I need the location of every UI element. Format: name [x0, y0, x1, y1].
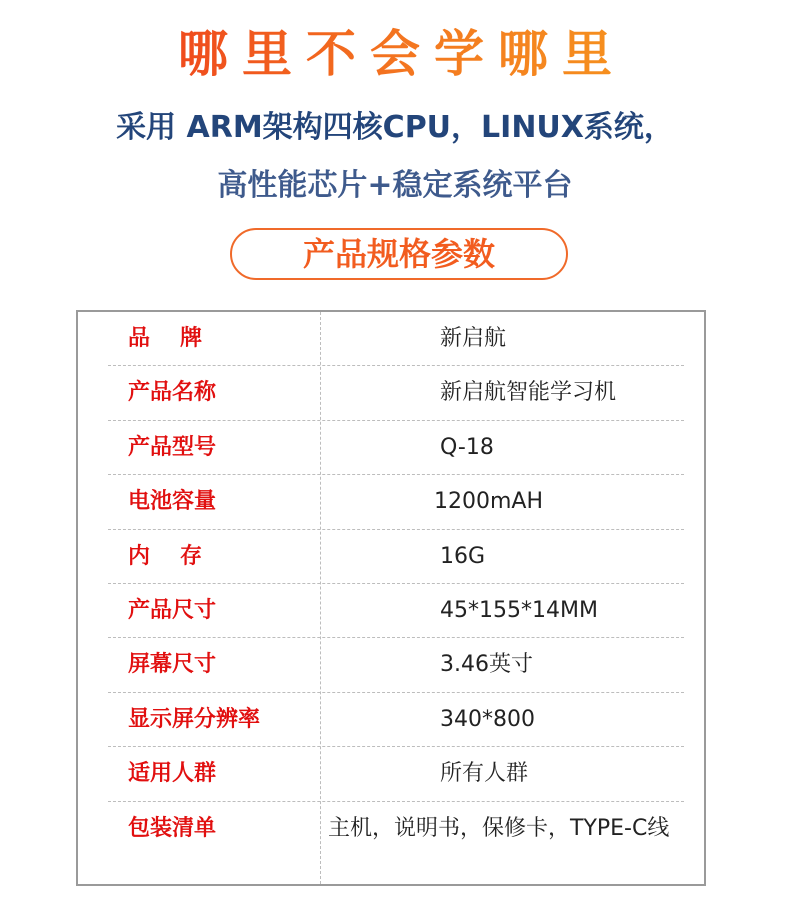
spec-row-brand — [78, 312, 704, 366]
spec-row-battery — [78, 475, 704, 529]
spec-value: 主机，说明书，保修卡，TYPE-C线 — [328, 815, 670, 841]
spec-row-package-contents — [78, 802, 704, 856]
subtitle-line-1: 采用 ARM架构四核CPU，LINUX系统， — [116, 110, 674, 145]
spec-key: 内存 — [128, 543, 233, 569]
spec-key: 品牌 — [128, 326, 233, 351]
spec-value: 45*155*14MM — [440, 598, 598, 623]
section-title-badge — [230, 228, 568, 280]
spec-value: 1200mAH — [434, 489, 544, 515]
spec-row-model — [78, 421, 704, 475]
spec-key: 屏幕尺寸 — [128, 652, 217, 678]
subtitle-line-2: 高性能芯片+稳定系统平台 — [217, 168, 573, 203]
headline: 哪里不会学哪里 — [0, 14, 790, 86]
spec-value: 新启航智能学习机 — [440, 380, 617, 406]
spec-row-product-size — [78, 584, 704, 638]
spec-value: Q-18 — [440, 434, 494, 460]
spec-row-memory — [78, 530, 704, 584]
spec-key: 适用人群 — [128, 761, 217, 787]
spec-key: 产品名称 — [128, 380, 217, 406]
spec-row-resolution — [78, 693, 704, 747]
spec-key: 显示屏分辨率 — [128, 706, 261, 732]
spec-key: 包装清单 — [128, 815, 217, 841]
spec-value: 新启航 — [440, 326, 507, 351]
spec-row-target-users — [78, 747, 704, 801]
spec-value: 340*800 — [440, 706, 535, 732]
spec-row-screen-size — [78, 638, 704, 692]
section-title: 产品规格参数 — [302, 235, 495, 273]
spec-row-product-name — [78, 366, 704, 420]
spec-key: 电池容量 — [128, 489, 217, 515]
spec-key: 产品尺寸 — [128, 598, 217, 623]
spec-value: 3.46英寸 — [440, 652, 533, 678]
spec-key: 产品型号 — [128, 434, 217, 460]
spec-value: 所有人群 — [440, 761, 529, 787]
spec-value: 16G — [440, 543, 486, 569]
spec-table — [76, 310, 706, 886]
